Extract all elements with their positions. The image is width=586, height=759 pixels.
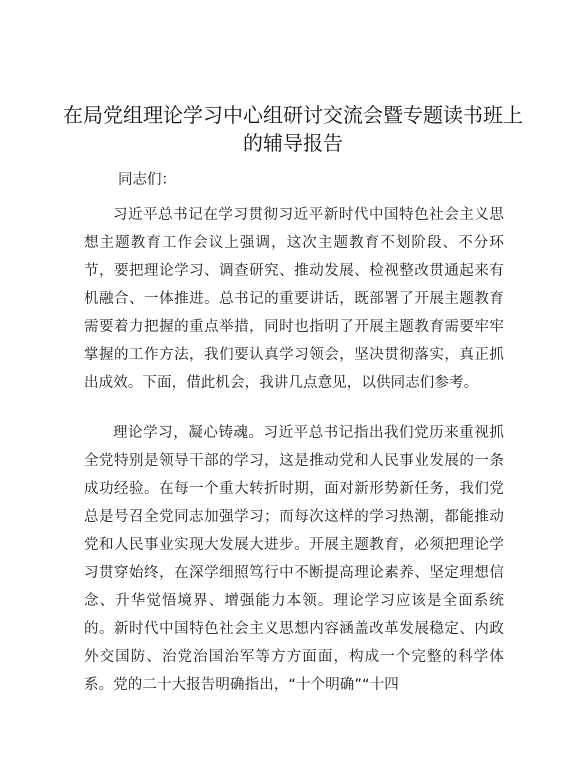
document-title: 在局党组理论学习中心组研讨交流会暨专题读书班上的辅导报告 <box>63 103 523 155</box>
body-paragraph-2: 理论学习，凝心铸魂。习近平总书记指出我们党历来重视抓全党特别是领导干部的学习，这是推动党和人民事业发展的一条成功经验。在每一个重大转折时期，面对新形势新任务，我们党总是号召全党同志加强学习；而每次这样的学习热潮，都能推动党和人民事业实现大发展大进步。开展主题教育，必须把理论学习贯穿始终，在深学细照笃行中不断提高理论素养、坚定理想信念、升华觉悟境界、增强能力本领。理论学习应该是全面系统的。新时代中国特色社会主义思想内容涵盖改革发展稳定、内政外交国防、治党治国治军等方方面面，构成一个完整的科学体系。党的二十大报告明确指出，“十个明确”“十四 <box>84 425 504 693</box>
body-paragraph-1: 习近平总书记在学习贯彻习近平新时代中国特色社会主义思想主题教育工作会议上强调，这次主题教育不划阶段、不分环节，要把理论学习、调查研究、推动发展、检视整改贯通起来有机融合、一体推进。总书记的重要讲话，既部署了开展主题教育需要着力把握的重点举措，同时也指明了开展主题教育需要牢牢掌握的工作方法，我们要认真学习领会，坚决贯彻落实，真正抓出成效。下面，借此机会，我讲几点意见，以供同志们参考。 <box>84 207 504 391</box>
salutation: 同志们： <box>118 172 176 188</box>
